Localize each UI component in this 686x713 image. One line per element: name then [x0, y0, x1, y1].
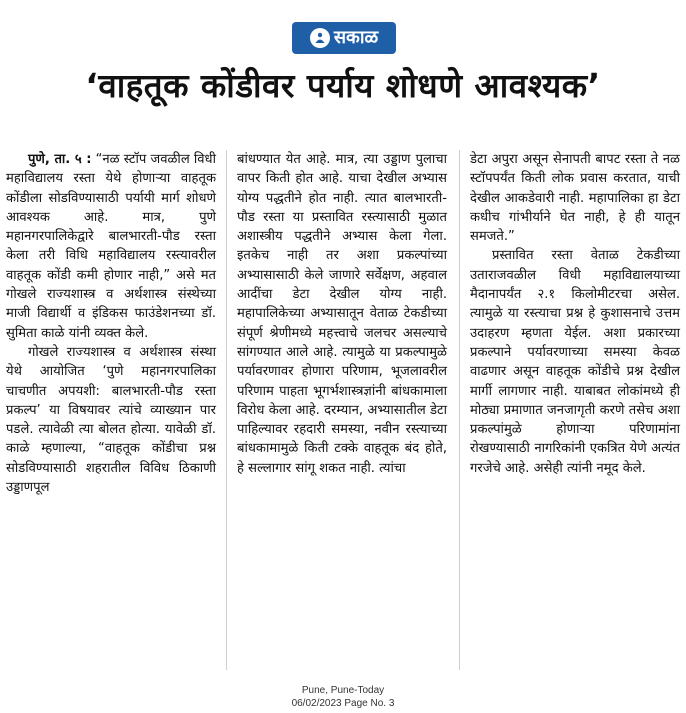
footer-date-page: 06/02/2023 Page No. 3	[291, 698, 395, 709]
article-column-3	[470, 150, 680, 478]
sakal-logo-icon	[310, 28, 330, 48]
article-paragraph: बांधण्यात येत आहे. मात्र, त्या उड्डाण पुलाचा वापर किती होत आहे. याचा देखील अभ्यास योग्य पद्धतीने होत नाही. त्यात बालभारती-पौड रस्ता या प्रस्तावित रस्त्यासाठी मुळात अशास्त्रीय पद्धतीने अभ्यास केला गेला. इतकेच नाही तर अशा प्रकल्पांच्या अभ्यासासाठी केले जाणारे सर्वेक्षण, अहवाल आदींचा डेटा देखील योग्य नाही. महापालिकेच्या अभ्यासातून वेताळ टेकडीच्या संपूर्ण श्रेणीमध्ये महत्त्वाचे जलचर असल्याचे सांगण्यात आले आहे. त्यामुळे या प्रकल्पामुळे पर्यावरणावर होणारा परिणाम, भूजलावरील परिणाम पाहता भूगर्भशास्त्रज्ञांनी बांधकामाला विरोध केला आहे. दरम्यान, अभ्यासातील डेटा पाहिल्यावर रहदारी समस्या, नवीन रस्त्याच्या बांधकामामुळे किती टक्के वाहतूक बंद होते, हे सल्लागार सांगू शकत नाही. त्यांचा	[237, 152, 447, 476]
dateline: पुणे, ता. ५ :	[28, 152, 92, 167]
footer	[0, 684, 686, 710]
article-column-1	[6, 150, 216, 497]
article-paragraph: प्रस्तावित रस्ता वेताळ टेकडीच्या उताराजवळील विधी महाविद्यालयाच्या मैदानापर्यंत २.१ किलोमीटरचा असेल. त्यामुळे या रस्त्याचा प्रश्न हे कुशासनाचे उत्तम उदाहरण म्हणता येईल. अशा प्रकारच्या प्रकल्पाने पर्यावरणाच्या समस्या केवळ वाढणार असून वाहतूक कोंडीचे प्रश्न देखील मार्गी लागणार नाही. याबाबत लोकांमध्ये ही मोठ्या प्रमाणात जनजागृती करणे तसेच अशा प्रकल्पांमुळे होणाऱ्या परिणामांना रोखण्यासाठी नागरिकांनी एकत्रित येणे अत्यंत गरजेचे आहे. असेही त्यांनी नमूद केले.	[470, 248, 680, 476]
article-paragraph	[6, 150, 216, 343]
article-column-2	[237, 150, 447, 478]
column-divider	[459, 150, 460, 670]
column-divider	[226, 150, 227, 670]
masthead-logo	[292, 22, 396, 54]
paragraph-text: “नळ स्टॉप जवळील विधी महाविद्यालय रस्ता येथे होणाऱ्या वाहतूक कोंडीला सोडविण्यासाठी पर्यायी मार्ग शोधणे आवश्यक आहे. मात्र, पुणे महानगरपालिकेद्वारे बालभारती-पौड रस्ता केला तरी विधि महाविद्यालय रस्त्यावरील वाहतूक कोंडी कमी होणार नाही,” असे मत गोखले राज्यशास्त्र व अर्थशास्त्र संस्थेच्या माजी विद्यार्थी व इंडिकस फाउंडेशनच्या डॉ. सुमिता काळे यांनी व्यक्त केले.	[6, 152, 216, 341]
footer-edition: Pune, Pune-Today	[301, 685, 385, 696]
article-paragraph: गोखले राज्यशास्त्र व अर्थशास्त्र संस्था येथे आयोजित ‘पुणे महानगरपालिका चाचणीत अपयशी: बालभारती-पौड रस्ता प्रकल्प’ या विषयावर त्यांचे व्याख्यान पार पडले. त्यावेळी त्या बोलत होत्या. यावेळी डॉ. काळे म्हणाल्या, “वाहतूक कोंडीचा प्रश्न सोडविण्यासाठी शहरातील विविध ठिकाणी उड्डाणपूल	[6, 344, 216, 496]
article-paragraph: डेटा अपुरा असून सेनापती बापट रस्ता ते नळ स्टॉपपर्यंत किती लोक प्रवास करतात, याची देखील आकडेवारी नाही. महापालिका हा डेटा कधीच गांभीर्याने घेत नाही, हे ही यातून समजते.”	[470, 152, 680, 245]
masthead-brand: सकाळ	[333, 27, 379, 48]
headline: ‘वाहतूक कोंडीवर पर्याय शोधणे आवश्यक’	[85, 66, 601, 105]
